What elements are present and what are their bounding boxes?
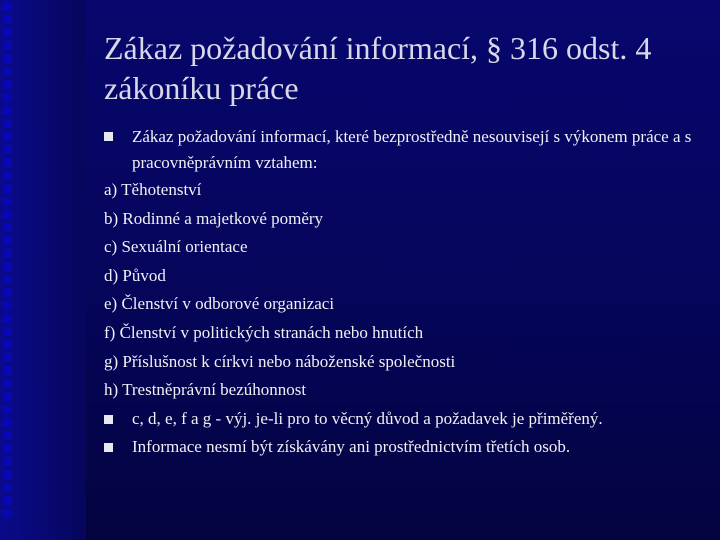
list-item: f) Členství v politických stranách nebo hnutích: [104, 322, 424, 342]
intro-bullet-text: Zákaz požadování informací, které bezprostředně nesouvisejí s výkonem práce a s pracovněprávním vztahem:: [132, 127, 692, 172]
list-item: b) Rodinné a majetkové poměry: [104, 208, 324, 228]
intro-bullet: [104, 124, 704, 176]
decorative-square: [3, 15, 12, 24]
decorative-square: [3, 314, 12, 323]
decorative-square: [3, 418, 12, 427]
decorative-square: [3, 132, 12, 141]
list-item: d) Původ: [104, 265, 166, 285]
decorative-square: [3, 67, 12, 76]
list-item: a) Těhotenství: [104, 180, 202, 199]
decorative-square: [3, 119, 12, 128]
decorative-square: [3, 171, 12, 180]
decorative-square: [3, 327, 12, 336]
decorative-square: [3, 444, 12, 453]
decorative-square: [3, 236, 12, 245]
square-bullet-icon: [104, 132, 113, 141]
decorative-square: [3, 145, 12, 154]
decorative-left-strip: [0, 0, 86, 540]
decorative-square: [3, 366, 12, 375]
note-bullet: [104, 405, 704, 434]
decorative-square: [3, 496, 12, 505]
note-bullet-text: Informace nesmí být získávány ani prostřednictvím třetích osob.: [132, 437, 571, 457]
note-bullet-text: c, d, e, f a g - výj. je-li pro to věcný důvod a požadavek je přiměřený.: [132, 408, 603, 428]
note-bullet: [104, 433, 704, 462]
decorative-square: [3, 483, 12, 492]
square-bullet-icon: [104, 443, 113, 452]
square-bullet-icon: [104, 415, 113, 424]
decorative-square: [3, 184, 12, 193]
decorative-square: [3, 379, 12, 388]
decorative-square-column: [3, 2, 23, 522]
decorative-square: [3, 197, 12, 206]
decorative-square: [3, 210, 12, 219]
list-item: c) Sexuální orientace: [104, 237, 248, 257]
slide-content: [104, 124, 704, 462]
decorative-square: [3, 340, 12, 349]
decorative-square: [3, 470, 12, 479]
decorative-square: [3, 106, 12, 115]
decorative-square: [3, 54, 12, 63]
list-item: h) Trestněprávní bezúhonnost: [104, 380, 307, 400]
list-item: e) Členství v odborové organizaci: [104, 294, 335, 314]
decorative-square: [3, 288, 12, 297]
decorative-square: [3, 353, 12, 362]
decorative-square: [3, 2, 12, 11]
decorative-square: [3, 301, 12, 310]
decorative-square: [3, 275, 12, 284]
decorative-square: [3, 249, 12, 258]
decorative-square: [3, 223, 12, 232]
decorative-square: [3, 28, 12, 37]
decorative-square: [3, 457, 12, 466]
list-item: g) Příslušnost k církvi nebo náboženské společnosti: [104, 351, 456, 371]
decorative-square: [3, 158, 12, 167]
decorative-square: [3, 262, 12, 271]
slide-title: Zákaz požadování informací, § 316 odst. 4 zákoníku práce: [104, 30, 652, 106]
decorative-square: [3, 80, 12, 89]
decorative-square: [3, 41, 12, 50]
decorative-square: [3, 392, 12, 401]
decorative-square: [3, 405, 12, 414]
decorative-square: [3, 93, 12, 102]
decorative-square: [3, 509, 12, 518]
decorative-square: [3, 431, 12, 440]
